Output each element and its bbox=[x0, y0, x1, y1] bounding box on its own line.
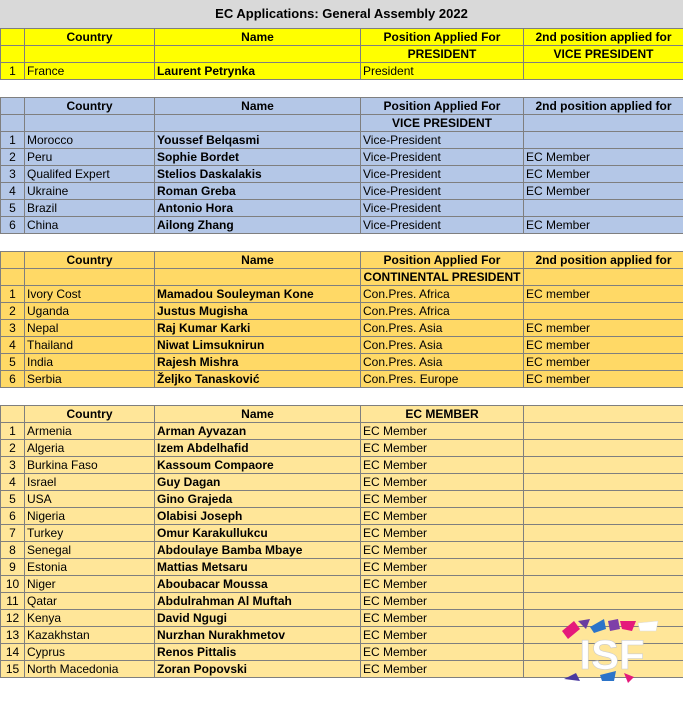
country-cell[interactable]: India bbox=[25, 354, 155, 371]
position-cell[interactable]: EC Member bbox=[361, 644, 524, 661]
row-number[interactable]: 8 bbox=[1, 542, 25, 559]
second-position-cell[interactable] bbox=[524, 474, 683, 491]
row-number[interactable]: 2 bbox=[1, 440, 25, 457]
table-row bbox=[1, 63, 683, 80]
table-row bbox=[1, 576, 683, 593]
spacer bbox=[0, 388, 683, 405]
name-cell[interactable]: Mamadou Souleyman Kone bbox=[155, 286, 361, 303]
isf-logo-icon bbox=[560, 617, 664, 683]
position-cell[interactable]: EC Member bbox=[361, 508, 524, 525]
table-row bbox=[1, 457, 683, 474]
second-position-cell[interactable]: EC member bbox=[524, 286, 683, 303]
name-cell[interactable]: Raj Kumar Karki bbox=[155, 320, 361, 337]
row-number[interactable]: 10 bbox=[1, 576, 25, 593]
position-cell[interactable]: EC Member bbox=[361, 593, 524, 610]
header-row bbox=[1, 29, 683, 46]
cell[interactable] bbox=[1, 115, 25, 132]
row-number[interactable]: 3 bbox=[1, 320, 25, 337]
name-cell[interactable]: Roman Greba bbox=[155, 183, 361, 200]
second-position-cell[interactable]: EC member bbox=[524, 354, 683, 371]
country-cell[interactable]: Cyprus bbox=[25, 644, 155, 661]
cell[interactable] bbox=[1, 46, 25, 63]
header-row bbox=[1, 98, 683, 115]
country-cell[interactable]: Thailand bbox=[25, 337, 155, 354]
header-second-position[interactable]: 2nd position applied for bbox=[524, 98, 683, 115]
name-cell[interactable]: Rajesh Mishra bbox=[155, 354, 361, 371]
cell[interactable] bbox=[524, 269, 683, 286]
row-number[interactable]: 2 bbox=[1, 303, 25, 320]
table-row bbox=[1, 491, 683, 508]
subheader-position[interactable]: PRESIDENT bbox=[361, 46, 524, 63]
country-cell[interactable]: Kenya bbox=[25, 610, 155, 627]
country-cell[interactable]: Brazil bbox=[25, 200, 155, 217]
table-row bbox=[1, 132, 683, 149]
name-cell[interactable]: Guy Dagan bbox=[155, 474, 361, 491]
country-cell[interactable]: Uganda bbox=[25, 303, 155, 320]
second-position-cell[interactable] bbox=[524, 542, 683, 559]
position-cell[interactable]: Con.Pres. Africa bbox=[361, 303, 524, 320]
table-row bbox=[1, 166, 683, 183]
header-second-position[interactable]: 2nd position applied for bbox=[524, 29, 683, 46]
cell[interactable] bbox=[155, 269, 361, 286]
header-position[interactable]: Position Applied For bbox=[361, 98, 524, 115]
row-number[interactable]: 4 bbox=[1, 183, 25, 200]
country-cell[interactable]: Armenia bbox=[25, 423, 155, 440]
country-cell[interactable]: Kazakhstan bbox=[25, 627, 155, 644]
name-cell[interactable]: Niwat Limsuknirun bbox=[155, 337, 361, 354]
position-cell[interactable]: President bbox=[361, 63, 524, 80]
row-number[interactable]: 6 bbox=[1, 508, 25, 525]
position-cell[interactable]: Vice-President bbox=[361, 149, 524, 166]
spacer bbox=[0, 80, 683, 97]
cell[interactable] bbox=[25, 269, 155, 286]
name-cell[interactable]: Laurent Petrynka bbox=[155, 63, 361, 80]
name-cell[interactable]: Sophie Bordet bbox=[155, 149, 361, 166]
name-cell[interactable]: Abdulrahman Al Muftah bbox=[155, 593, 361, 610]
cell[interactable] bbox=[1, 406, 25, 423]
table-row bbox=[1, 559, 683, 576]
position-cell[interactable]: Con.Pres. Asia bbox=[361, 320, 524, 337]
subheader-position[interactable]: VICE PRESIDENT bbox=[361, 115, 524, 132]
header-row bbox=[1, 406, 683, 423]
country-cell[interactable]: Turkey bbox=[25, 525, 155, 542]
table-row bbox=[1, 423, 683, 440]
name-cell[interactable]: Antonio Hora bbox=[155, 200, 361, 217]
president-table bbox=[0, 28, 683, 80]
country-cell[interactable]: France bbox=[25, 63, 155, 80]
table-row bbox=[1, 474, 683, 491]
cell[interactable] bbox=[25, 46, 155, 63]
row-number[interactable]: 15 bbox=[1, 661, 25, 678]
second-position-cell[interactable] bbox=[524, 63, 683, 80]
position-cell[interactable]: EC Member bbox=[361, 661, 524, 678]
row-number[interactable]: 3 bbox=[1, 457, 25, 474]
position-cell[interactable]: EC Member bbox=[361, 474, 524, 491]
row-number[interactable]: 3 bbox=[1, 166, 25, 183]
name-cell[interactable]: Izem Abdelhafid bbox=[155, 440, 361, 457]
row-number[interactable]: 2 bbox=[1, 149, 25, 166]
name-cell[interactable]: Nurzhan Nurakhmetov bbox=[155, 627, 361, 644]
country-cell[interactable]: Ivory Cost bbox=[25, 286, 155, 303]
second-position-cell[interactable] bbox=[524, 200, 683, 217]
position-cell[interactable]: EC Member bbox=[361, 423, 524, 440]
name-cell[interactable]: Gino Grajeda bbox=[155, 491, 361, 508]
table-row bbox=[1, 371, 683, 388]
table-row bbox=[1, 525, 683, 542]
row-number[interactable]: 4 bbox=[1, 337, 25, 354]
second-position-cell[interactable] bbox=[524, 303, 683, 320]
cell[interactable] bbox=[1, 29, 25, 46]
position-cell[interactable]: Vice-President bbox=[361, 183, 524, 200]
name-cell[interactable]: Abdoulaye Bamba Mbaye bbox=[155, 542, 361, 559]
cell[interactable] bbox=[155, 46, 361, 63]
second-position-cell[interactable]: EC Member bbox=[524, 166, 683, 183]
header-country[interactable]: Country bbox=[25, 406, 155, 423]
row-number[interactable]: 11 bbox=[1, 593, 25, 610]
table-row bbox=[1, 286, 683, 303]
second-position-cell[interactable] bbox=[524, 593, 683, 610]
header-name[interactable]: Name bbox=[155, 29, 361, 46]
subheader-row bbox=[1, 46, 683, 63]
country-cell[interactable]: Ukraine bbox=[25, 183, 155, 200]
position-cell[interactable]: Con.Pres. Asia bbox=[361, 337, 524, 354]
row-number[interactable]: 1 bbox=[1, 132, 25, 149]
table-row bbox=[1, 542, 683, 559]
sheet-title: EC Applications: General Assembly 2022 bbox=[0, 0, 683, 28]
name-cell[interactable]: Zoran Popovski bbox=[155, 661, 361, 678]
second-position-cell[interactable]: EC Member bbox=[524, 149, 683, 166]
table-row bbox=[1, 337, 683, 354]
second-position-cell[interactable] bbox=[524, 423, 683, 440]
second-position-cell[interactable] bbox=[524, 576, 683, 593]
position-cell[interactable]: Con.Pres. Africa bbox=[361, 286, 524, 303]
position-cell[interactable]: Con.Pres. Europe bbox=[361, 371, 524, 388]
continental-president-table bbox=[0, 251, 683, 388]
table-row bbox=[1, 149, 683, 166]
header-name[interactable]: Name bbox=[155, 406, 361, 423]
subheader-second-position[interactable]: VICE PRESIDENT bbox=[524, 46, 683, 63]
header-country[interactable]: Country bbox=[25, 29, 155, 46]
position-cell[interactable]: EC Member bbox=[361, 627, 524, 644]
header-country[interactable]: Country bbox=[25, 252, 155, 269]
position-cell[interactable]: EC Member bbox=[361, 610, 524, 627]
spacer bbox=[0, 234, 683, 251]
name-cell[interactable]: Stelios Daskalakis bbox=[155, 166, 361, 183]
table-row bbox=[1, 217, 683, 234]
second-position-cell[interactable] bbox=[524, 559, 683, 576]
position-cell[interactable]: Vice-President bbox=[361, 166, 524, 183]
second-position-cell[interactable] bbox=[524, 525, 683, 542]
position-cell[interactable]: EC Member bbox=[361, 525, 524, 542]
header-row bbox=[1, 252, 683, 269]
country-cell[interactable]: Estonia bbox=[25, 559, 155, 576]
country-cell[interactable]: Nigeria bbox=[25, 508, 155, 525]
header-country[interactable]: Country bbox=[25, 98, 155, 115]
position-cell[interactable]: Vice-President bbox=[361, 200, 524, 217]
country-cell[interactable]: Algeria bbox=[25, 440, 155, 457]
table-row bbox=[1, 440, 683, 457]
position-cell[interactable]: EC Member bbox=[361, 440, 524, 457]
subheader-position[interactable]: CONTINENTAL PRESIDENT bbox=[361, 269, 524, 286]
header-second-position[interactable]: 2nd position applied for bbox=[524, 252, 683, 269]
position-cell[interactable]: EC Member bbox=[361, 542, 524, 559]
name-cell[interactable]: Ailong Zhang bbox=[155, 217, 361, 234]
second-position-cell[interactable]: EC member bbox=[524, 337, 683, 354]
second-position-cell[interactable]: EC member bbox=[524, 320, 683, 337]
name-cell[interactable]: Arman Ayvazan bbox=[155, 423, 361, 440]
row-number[interactable]: 1 bbox=[1, 286, 25, 303]
row-number[interactable]: 6 bbox=[1, 371, 25, 388]
name-cell[interactable]: Kassoum Compaore bbox=[155, 457, 361, 474]
second-position-cell[interactable] bbox=[524, 508, 683, 525]
country-cell[interactable]: Peru bbox=[25, 149, 155, 166]
table-row bbox=[1, 320, 683, 337]
row-number[interactable]: 9 bbox=[1, 559, 25, 576]
cell[interactable] bbox=[524, 115, 683, 132]
row-number[interactable]: 4 bbox=[1, 474, 25, 491]
name-cell[interactable]: Mattias Metsaru bbox=[155, 559, 361, 576]
row-number[interactable]: 1 bbox=[1, 63, 25, 80]
header-position[interactable]: Position Applied For bbox=[361, 29, 524, 46]
position-cell[interactable]: EC Member bbox=[361, 457, 524, 474]
table-row bbox=[1, 354, 683, 371]
second-position-cell[interactable] bbox=[524, 132, 683, 149]
position-cell[interactable]: Vice-President bbox=[361, 132, 524, 149]
header-name[interactable]: Name bbox=[155, 98, 361, 115]
country-cell[interactable]: North Macedonia bbox=[25, 661, 155, 678]
table-row bbox=[1, 593, 683, 610]
row-number[interactable]: 1 bbox=[1, 423, 25, 440]
second-position-cell[interactable]: EC Member bbox=[524, 183, 683, 200]
country-cell[interactable]: Nepal bbox=[25, 320, 155, 337]
name-cell[interactable]: David Ngugi bbox=[155, 610, 361, 627]
row-number[interactable]: 5 bbox=[1, 354, 25, 371]
subheader-row bbox=[1, 269, 683, 286]
country-cell[interactable]: USA bbox=[25, 491, 155, 508]
cell[interactable] bbox=[1, 252, 25, 269]
logo-text: ISF bbox=[579, 631, 645, 678]
name-cell[interactable]: Olabisi Joseph bbox=[155, 508, 361, 525]
position-cell[interactable]: EC Member bbox=[361, 491, 524, 508]
row-number[interactable]: 6 bbox=[1, 217, 25, 234]
row-number[interactable]: 5 bbox=[1, 491, 25, 508]
table-row bbox=[1, 200, 683, 217]
country-cell[interactable]: Niger bbox=[25, 576, 155, 593]
row-number[interactable]: 13 bbox=[1, 627, 25, 644]
second-position-cell[interactable] bbox=[524, 491, 683, 508]
vice-president-table bbox=[0, 97, 683, 234]
name-cell[interactable]: Renos Pittalis bbox=[155, 644, 361, 661]
cell[interactable] bbox=[524, 406, 683, 423]
name-cell[interactable]: Aboubacar Moussa bbox=[155, 576, 361, 593]
country-cell[interactable]: China bbox=[25, 217, 155, 234]
row-number[interactable]: 7 bbox=[1, 525, 25, 542]
row-number[interactable]: 14 bbox=[1, 644, 25, 661]
second-position-cell[interactable] bbox=[524, 440, 683, 457]
name-cell[interactable]: Omur Karakullukcu bbox=[155, 525, 361, 542]
header-name[interactable]: Name bbox=[155, 252, 361, 269]
name-cell[interactable]: Željko Tanasković bbox=[155, 371, 361, 388]
second-position-cell[interactable] bbox=[524, 457, 683, 474]
row-number[interactable]: 5 bbox=[1, 200, 25, 217]
name-cell[interactable]: Youssef Belqasmi bbox=[155, 132, 361, 149]
table-row bbox=[1, 183, 683, 200]
country-cell[interactable]: Burkina Faso bbox=[25, 457, 155, 474]
position-cell[interactable]: EC Member bbox=[361, 576, 524, 593]
second-position-cell[interactable]: EC member bbox=[524, 371, 683, 388]
country-cell[interactable]: Morocco bbox=[25, 132, 155, 149]
position-cell[interactable]: Vice-President bbox=[361, 217, 524, 234]
position-cell[interactable]: Con.Pres. Asia bbox=[361, 354, 524, 371]
table-row bbox=[1, 303, 683, 320]
subheader-row bbox=[1, 115, 683, 132]
country-cell[interactable]: Serbia bbox=[25, 371, 155, 388]
header-position[interactable]: EC MEMBER bbox=[361, 406, 524, 423]
cell[interactable] bbox=[25, 115, 155, 132]
country-cell[interactable]: Senegal bbox=[25, 542, 155, 559]
second-position-cell[interactable]: EC Member bbox=[524, 217, 683, 234]
name-cell[interactable]: Justus Mugisha bbox=[155, 303, 361, 320]
cell[interactable] bbox=[1, 269, 25, 286]
table-row bbox=[1, 508, 683, 525]
cell[interactable] bbox=[155, 115, 361, 132]
country-cell[interactable]: Qatar bbox=[25, 593, 155, 610]
position-cell[interactable]: EC Member bbox=[361, 559, 524, 576]
cell[interactable] bbox=[1, 98, 25, 115]
header-position[interactable]: Position Applied For bbox=[361, 252, 524, 269]
country-cell[interactable]: Qualifed Expert bbox=[25, 166, 155, 183]
row-number[interactable]: 12 bbox=[1, 610, 25, 627]
country-cell[interactable]: Israel bbox=[25, 474, 155, 491]
